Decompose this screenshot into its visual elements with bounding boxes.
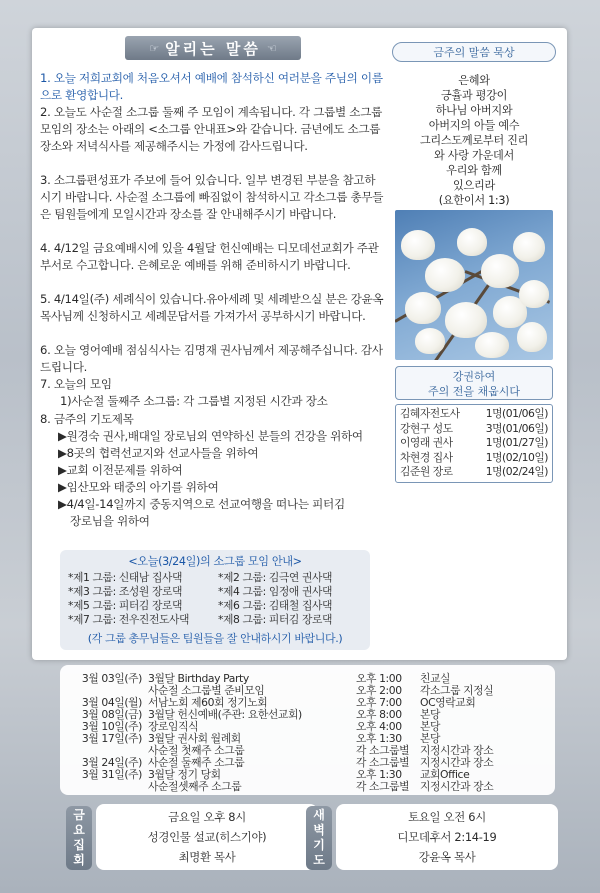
verse-line: 하나님 아버지와 (435, 104, 513, 117)
notice-item-8: 8. 금주의 기도제목 (40, 412, 134, 426)
small-group-guide (60, 550, 370, 650)
group-guide-footer: (각 그룹 총무님들은 팀원들을 잘 안내하시기 바랍니다.) (87, 632, 343, 645)
table-row: 3월 10일(주) 장로임직식 오후 4:00 본당 (81, 720, 441, 733)
table-row: 사순절셋째주 소그룹 각 소그룹별 지정시간과 장소 (148, 780, 494, 793)
prayer-item-4: ▶임산모와 태중의 아기를 위하여 (58, 480, 219, 494)
member-count: 1명(01/06일) (485, 407, 548, 420)
notice-title: 알리는 말씀 (165, 39, 261, 58)
new-members-heading (395, 366, 553, 400)
prayer-item-1: ▶원경숙 권사,배대일 장로님외 연약하신 분들의 건강을 위하여 (58, 429, 363, 443)
verse-heading: 금주의 말씀 묵상 (392, 42, 556, 62)
verse-line: 우리와 함께 (446, 164, 502, 177)
group-entry: *제2 그룹: 김극연 권사댁 (218, 571, 333, 584)
friday-service-label: 금 요 집 회 (66, 806, 92, 870)
member-name: 차현경 집사 (400, 450, 453, 464)
group-entry: *제8 그룹: 피터김 장로댁 (218, 613, 333, 626)
member-name: 강현구 성도 (400, 421, 453, 435)
verse-line: 은혜와 (458, 74, 490, 87)
notice-title-bar (125, 36, 301, 60)
member-name: 이영래 권사 (400, 436, 453, 450)
table-row: 3월 08일(금) 3월달 헌신예배(주관: 요한선교회) 오후 8:00 본당 (81, 708, 441, 721)
dawn-time: 토요일 오전 6시 (408, 810, 486, 824)
dawn-scripture: 디모데후서 2:14-19 (397, 830, 497, 844)
prayer-item-5: ▶4/4일-14일까지 중동지역으로 선교여행을 떠나는 피터김 (58, 497, 345, 511)
monthly-calendar (60, 665, 555, 795)
notice-item-4: 4. 4/12일 금요예배시에 있을 4월달 헌신예배는 디모데선교회가 주관부서로 수고합니다. 은혜로운 예배를 위해 준비하시기 바랍니다. (40, 241, 379, 272)
list-item (400, 436, 548, 451)
notice-item-7: 7. 오늘의 모임 (40, 377, 112, 391)
group-row (68, 570, 368, 585)
notice-item-3: 3. 소그룹편성표가 주보에 들어 있습니다. 일부 변경된 부분을 참고하시기 바랍니다. 사순절 소그룹에 빠짐없이 참석하시고 각소그룹 총무들은 팀원들에게 모일시간과 장소를 잘 안내해주시기 바랍니다. (40, 173, 384, 221)
prayer-item-3: ▶교회 이전문제를 위하여 (58, 463, 183, 477)
dawn-prayer-box (336, 804, 558, 870)
table-row: 사순절 소그룹별 준비모임 오후 2:00 각소그룹 지정실 (148, 684, 494, 697)
verse-reference: (요한이서 1:3) (438, 194, 510, 207)
member-name: 김혜자전도사 (400, 407, 460, 420)
member-name: 김준원 장로 (400, 465, 453, 479)
verse-line: 있으리라 (452, 179, 496, 192)
prayer-item-5-cont: 장로님을 위하여 (70, 514, 150, 528)
group-entry: *제6 그룹: 김태철 집사댁 (218, 599, 333, 612)
pointing-hand-left-icon: ☜ (266, 41, 277, 55)
meeting-sub-item: 1)사순절 둘째주 소그룹: 각 그룹별 지정된 시간과 장소 (60, 394, 328, 408)
dawn-prayer-label: 새 벽 기 도 (306, 806, 332, 870)
new-members-heading-line1: 강권하여 (452, 370, 496, 383)
new-members-list (395, 404, 553, 483)
new-members-heading-line2: 주의 전을 채웁시다 (427, 385, 520, 398)
friday-preacher: 최명환 목사 (178, 850, 236, 864)
notice-item-1: 1. 오늘 저희교회에 처음오셔서 예배에 참석하신 여러분을 주님의 이름으로 환영합니다. (40, 71, 383, 102)
magnolia-photo (395, 210, 553, 360)
prayer-item-2: ▶8곳의 협력선교지와 선교사들을 위하여 (58, 446, 259, 460)
group-guide-title: <오늘(3/24일)의 소그룹 모임 안내> (128, 555, 302, 568)
verse-line: 와 사랑 가운데서 (433, 149, 515, 162)
list-item (400, 422, 548, 437)
member-count: 3명(01/06일) (485, 421, 548, 435)
friday-sermon: 성경인물 설교(히스기야) (147, 830, 267, 844)
verse-box (392, 65, 556, 205)
verse-line: 그리스도께로부터 진리 (419, 134, 529, 147)
group-row (68, 612, 368, 627)
member-count: 1명(02/10일) (485, 450, 548, 464)
table-row: 3월 03일(주) 3월달 Birthday Party 오후 1:00 친교실 (81, 672, 451, 685)
notice-item-2: 2. 오늘도 사순절 소그룹 둘째 주 모임이 계속됩니다. 각 그룹별 소그룹 모임의 장소는 아래의 <소그룹 안내표>와 같습니다. 금년에도 소그룹 장소와 저녁식사를 제공해주시는 가정에 감사드립니다. (40, 105, 382, 153)
group-entry: *제5 그룹: 피터김 장로댁 (68, 599, 183, 612)
verse-line: 긍휼과 평강이 (440, 89, 508, 102)
member-count: 1명(02/24일) (485, 465, 548, 479)
group-row (68, 584, 368, 599)
list-item (400, 451, 548, 466)
table-row: 3월 24일(주) 사순절 둘째주 소그룹 각 소그룹별 지정시간과 장소 (81, 756, 494, 769)
group-row (68, 598, 368, 613)
verse-line: 아버지의 아들 예수 (428, 119, 520, 132)
group-entry: *제4 그룹: 임정애 권사댁 (218, 585, 333, 598)
list-item (400, 407, 548, 422)
notice-item-6: 6. 오늘 영어예배 점심식사는 김명재 권사님께서 제공해주십니다. 감사드립니다. (40, 343, 383, 374)
notice-item-5: 5. 4/14일(주) 세례식이 있습니다.유아세례 및 세례받으실 분은 강윤옥 목사님께 신청하시고 세례문답서를 가져가서 공부하시기 바랍니다. (40, 292, 384, 323)
table-row: 3월 31일(주) 3월달 정기 당회 오후 1:30 교회Office (81, 768, 470, 781)
friday-service-box (96, 804, 318, 870)
pointing-hand-right-icon: ☞ (149, 41, 160, 55)
group-entry: *제7 그룹: 전우진전도사댁 (68, 613, 190, 626)
friday-time: 금요일 오후 8시 (168, 810, 246, 824)
group-entry: *제1 그룹: 신태남 집사댁 (68, 571, 183, 584)
dawn-preacher: 강윤옥 목사 (418, 850, 476, 864)
member-count: 1명(01/27일) (485, 436, 548, 450)
group-entry: *제3 그룹: 조성원 장로댁 (68, 585, 183, 598)
table-row: 3월 17일(주) 3월달 권사회 월례회 오후 1:30 본당 (81, 732, 441, 745)
table-row: 사순절 첫째주 소그룹 각 소그룹별 지정시간과 장소 (148, 744, 494, 757)
list-item (400, 465, 548, 480)
table-row: 3월 04일(월) 서남노회 제60회 정기노회 오후 7:00 OC영락교회 (81, 696, 476, 709)
